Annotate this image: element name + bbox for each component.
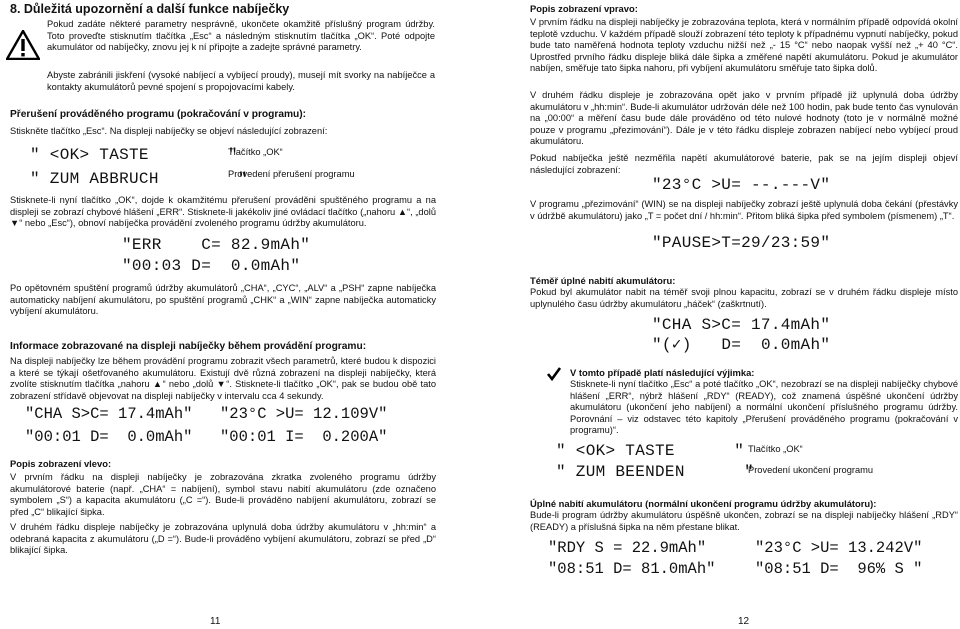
- complete-paragraph: Bude-li program údržby akumulátoru úspěšně ukončen, zobrazí se na displeji nabíječky hlášení „RDY“ (READY) a příslušná šipka na něm přestane blikat.: [530, 510, 958, 532]
- lcd-abbruch-label: Provedení přerušení programu: [228, 169, 355, 179]
- checkmark-icon: [546, 366, 562, 382]
- lcd-ok-taste-right: " <OK> TASTE ": [556, 442, 745, 460]
- resume-paragraph: Po opětovném spuštění programů údržby akumulátorů „CHA“, „CYC“, „ALV“ a „PSH“ zapne nabíječka automaticky nabíjení akumulátoru, po spuštění programů „CHK“ a „WIN“ zapne nabíječka automaticky vybíjení akumulátoru.: [10, 283, 436, 317]
- left-desc-paragraph-2: V druhém řádku displeje nabíječky je zobrazována uplynulá doba údržby akumulátoru v „hh:min“ a odebraná kapacita z akumulátoru („D =“). Bude-li prováděno vybíjení akumulátoru, zobrazí se před „D“ blikající šipka.: [10, 522, 436, 556]
- warning-paragraph-1: Pokud zadáte některé parametry nesprávně, ukončete okamžitě příslušný program údržby. Toto proveďte stisknutím tlačítka „Esc“ a následným stisknutím tlačítka „OK“. Poté odpojte akumulátor od nabíječky, znovu jej k ní připojte a zadejte správné parametry.: [47, 19, 435, 53]
- left-desc-heading: Popis zobrazení vlevo:: [10, 458, 112, 469]
- right-desc-paragraph-2: V druhém řádku displeje je zobrazována opět jako v prvním případě již uplynulá doba údržby akumulátoru v „hh:min“. Bude-li akumulátor udržován déle než 100 hodin, pak bude tento čas vynulován na „00:00“ a měření času bude dále prováděno od této nulové hodnoty (toto je v normálně možné pouze v programu „přezimování“). Dále je v této řádku displeje zobrazen nabíjecí nebo vybíjecí proud akumulátoru.: [530, 90, 958, 147]
- warning-icon: [6, 30, 40, 60]
- full-charge-paragraph: Pokud byl akumulátor nabit na téměř svoji plnou kapacitu, zobrazí se v druhém řádku displeje místo uplynulého času údržby akumulátoru „háček“ (zaškrtnutí).: [530, 287, 958, 309]
- page-number-left: 11: [210, 616, 221, 627]
- page-number-right: 12: [738, 616, 750, 627]
- winter-paragraph: V programu „přezimování“ (WIN) se na displeji nabíječky zobrazí ještě uplynulá doba čekání (přestávky v údržbě akumulátoru) jako „T = počet dní / hh:min“. Přitom bliká šipka před symbolem (písmenem) „T“.: [530, 199, 958, 221]
- interrupt-heading: Přerušení prováděného programu (pokračování v programu):: [10, 109, 307, 120]
- lcd-right-f2: "08:51 D= 96% S ": [755, 560, 923, 578]
- warning-paragraph-2: Abyste zabránili jiskření (vysoké nabíjecí a vybíjecí proudy), musejí mít svorky na nabíječce a kontakty akumulátorů pevné spojení s propojovacími kabely.: [47, 70, 435, 92]
- interrupt-intro: Stiskněte tlačítko „Esc“. Na displeji nabíječky se objeví následující zobrazení:: [10, 126, 328, 136]
- lcd-left-a2: "00:01 D= 0.0mAh": [25, 428, 193, 446]
- complete-heading: Úplné nabití akumulátoru (normální ukončení programu údržby akumulátoru):: [530, 498, 877, 509]
- lcd-right-e1: "RDY S = 22.9mAh": [548, 539, 707, 557]
- lcd-right-e2: "08:51 D= 81.0mAh": [548, 560, 716, 578]
- section-heading: 8. Důležitá upozornění a další funkce nabíječky: [10, 2, 290, 16]
- info-paragraph: Na displeji nabíječky lze během provádění programu zobrazit všech parametrů, které budou k dispozici a které se týkají ošetřovaného akumulátoru. Existují dvě různá zobrazení na displeji nabíječky, která zvolíte stisknutím tlačítka „nahoru ▲“ nebo „dolů ▼“. Stisknete-li tlačítko „OK“, pak se budou obě tato zobrazení střídavě objevovat na displeji nabíječky v intervalu cca 4 sekundy.: [10, 356, 436, 401]
- lcd-ok-taste: " <OK> TASTE ": [30, 146, 238, 164]
- lcd-err-line-1: "ERR C= 82.9mAh": [122, 236, 311, 254]
- lcd-full-line-1: "CHA S>C= 17.4mAh": [652, 316, 831, 334]
- info-heading: Informace zobrazované na displeji nabíječky během provádění programu:: [10, 341, 367, 352]
- lcd-beenden-label: Provedení ukončení programu: [748, 465, 874, 475]
- lcd-zum-beenden: " ZUM BEENDEN ": [556, 463, 755, 481]
- lcd-pause: "PAUSE>T=29/23:59": [652, 234, 831, 252]
- lcd-full-line-2: "(✓) D= 0.0mAh": [652, 336, 831, 354]
- interrupt-paragraph: Stisknete-li nyní tlačítko „OK“, dojde k okamžitému přerušení prováděni spuštěného programu a na displeji se zobrazí chybové hlášení „ERR“. Stisknete-li jakékoliv jiné ovládací tlačítko („nahoru ▲“, „dolů ▼“ nebo „Esc“), obnoví nabíječka provádění zvoleného programu údržby akumulátoru.: [10, 195, 436, 229]
- lcd-no-voltage: "23°C >U= --.---V": [652, 176, 831, 194]
- no-voltage-paragraph: Pokud nabíječka ještě nezměřila napětí akumulátorové baterie, pak se na jejím displeji objeví následující zobrazení:: [530, 153, 958, 175]
- left-desc-paragraph-1: V prvním řádku na displeji nabíječky je zobrazována zkratka zvoleného programu údržby akumulátorové baterie (např. „CHA“ = nabíjení), symbol stavu nabití akumulátoru (zde označeno symbolem „S“) a kapacita akumulátoru („C =“). Bude-li prováděno nabíjení akumulátoru, zobrazí se před „C“ blikající šipka.: [10, 472, 436, 517]
- exception-paragraph: Stisknete-li nyní tlačítko „Esc“ a poté tlačítko „OK“, nezobrazí se na displeji nabíječky chybové hlášení „ERR“, nýbrž hlášení „RDY“ (READY), což znamená úspěšné ukončení údržby akumulátoru (ukončení jeho nabíjení) a normální ukončení příslušného programu údržby. Porovnání – viz odstavec této kapitoly „Přerušení prováděného programu (pokračování v programu)“.: [570, 379, 958, 436]
- lcd-left-b2: "00:01 I= 0.200A": [220, 428, 388, 446]
- lcd-right-f1: "23°C >U= 13.242V": [755, 539, 923, 557]
- lcd-left-a1: "CHA S>C= 17.4mAh": [25, 405, 193, 423]
- full-charge-heading: Téměř úplné nabití akumulátoru:: [530, 275, 676, 286]
- lcd-ok-label-right: Tlačítko „OK“: [748, 444, 803, 454]
- right-desc-heading: Popis zobrazení vpravo:: [530, 3, 638, 14]
- right-desc-paragraph-1: V prvním řádku na displeji nabíječky je zobrazována teplota, která v normálním případě odpovídá okolní teplotě vzduchu. V každém případě slouží zobrazení této teploty k případnému vypnutí nabíječky, pokud bude tato naměřená hodnota teploty vzduchu nižší než „- 15 °C“ nebo naopak vyšší než „+ 40 °C“. Uprostřed prvního řádku displeje bliká dále šipka a změřené napětí akumulátoru. Pokud je akumulátor nabíjen, směřuje tato šipka nahoru, při vybíjení akumulátoru směřuje tato šipka dolů.: [530, 17, 958, 74]
- lcd-left-b1: "23°C >U= 12.109V": [220, 405, 388, 423]
- lcd-zum-abbruch: " ZUM ABBRUCH ": [30, 170, 248, 188]
- lcd-err-line-2: "00:03 D= 0.0mAh": [122, 257, 301, 275]
- lcd-ok-label: Tlačítko „OK“: [228, 147, 283, 157]
- exception-heading: V tomto případě platí následující výjimka:: [570, 367, 755, 378]
